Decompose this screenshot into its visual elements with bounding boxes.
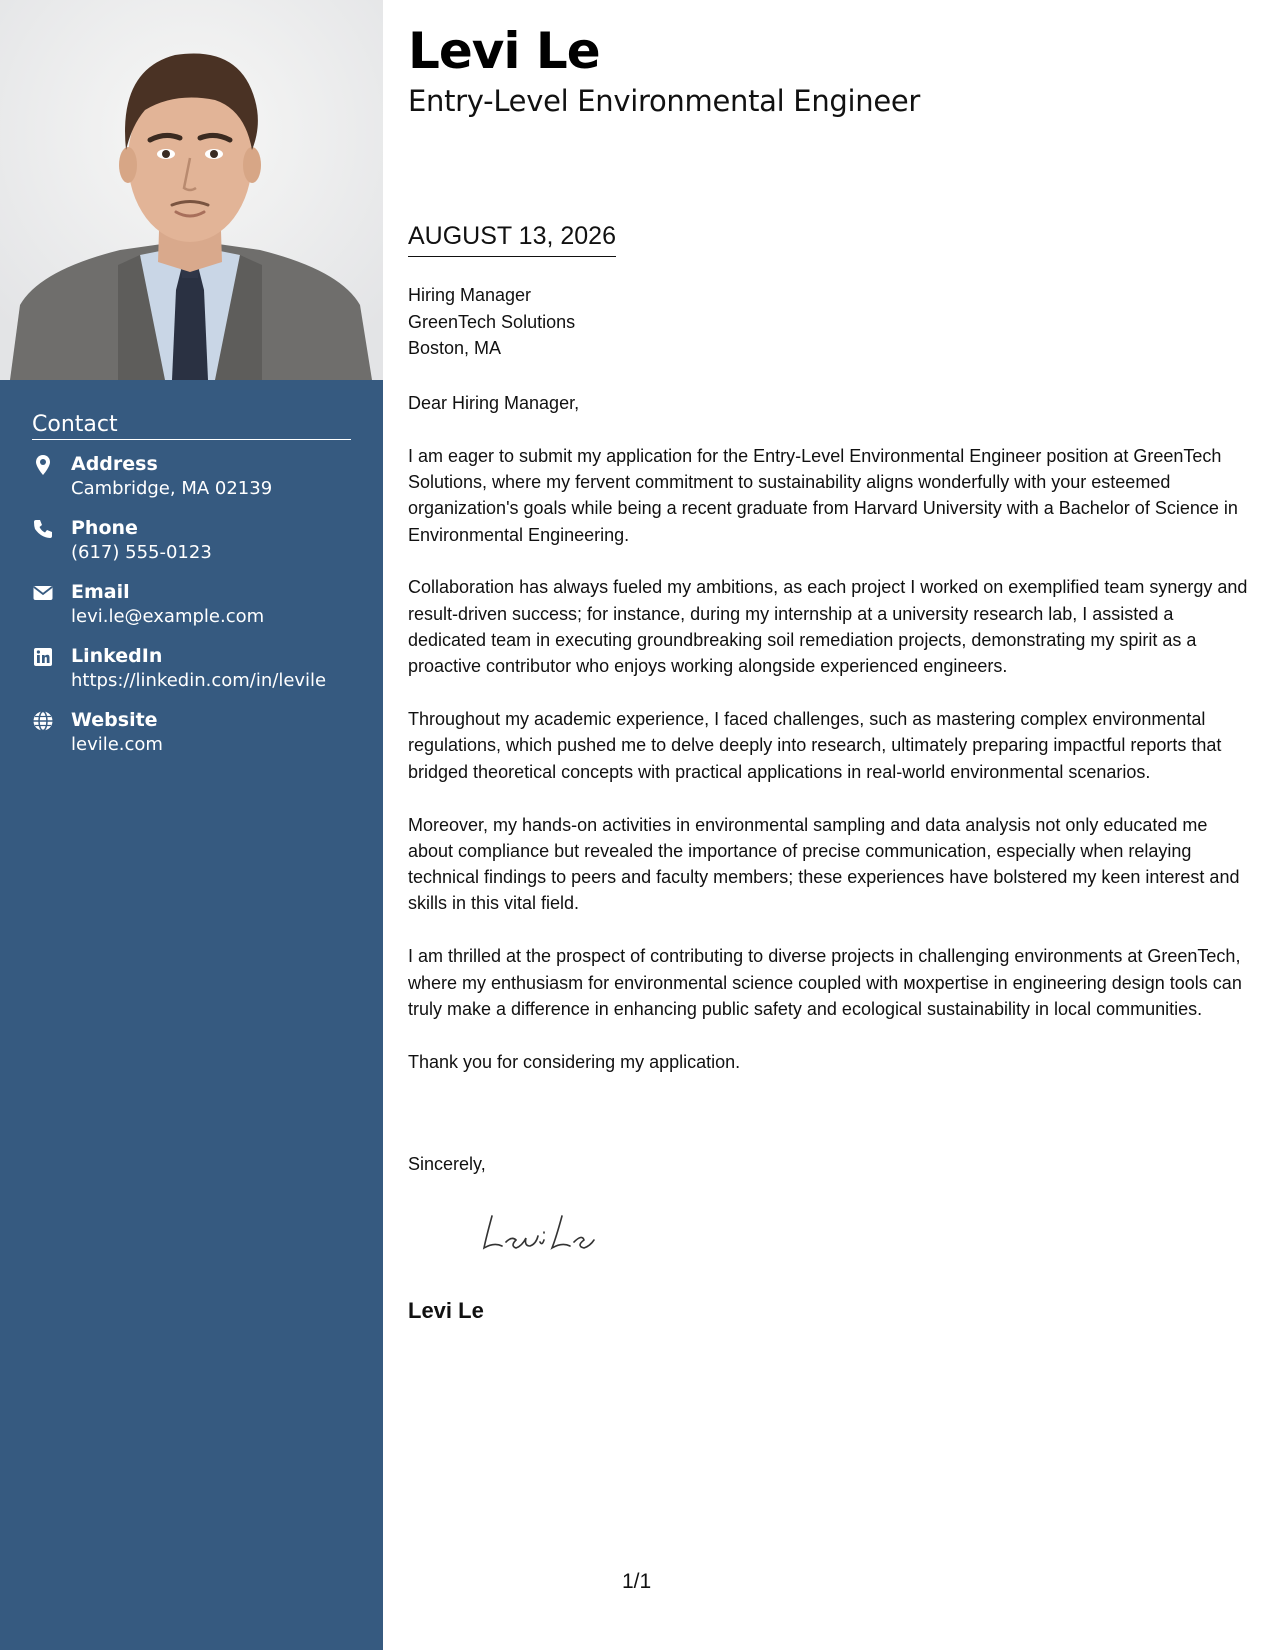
email-label: Email — [71, 581, 130, 603]
linkedin-label: LinkedIn — [71, 645, 163, 667]
closing: Sincerely, — [408, 1154, 486, 1174]
contact-item-phone — [32, 516, 351, 568]
body-paragraph: Moreover, my hands-on activities in environmental sampling and data analysis not only educated me about compliance but revealed the importance of precise communication, especially when relaying technical findings to peers and faculty members; these experiences have bolstered my keen interest and skills in this vital field. — [408, 814, 1240, 914]
recipient-block — [408, 282, 575, 362]
contact-heading: Contact — [32, 412, 351, 440]
applicant-name: Levi Le — [408, 22, 600, 80]
recipient-line: Boston, MA — [408, 338, 502, 358]
contact-section — [32, 412, 351, 760]
phone-icon — [32, 518, 54, 540]
contact-item-address — [32, 452, 351, 504]
signer-name: Levi Le — [408, 1298, 484, 1323]
location-pin-icon — [32, 454, 54, 476]
contact-item-website — [32, 708, 351, 760]
linkedin-value[interactable]: https://linkedin.com/in/levile — [71, 670, 327, 691]
body-paragraph: I am eager to submit my application for the Entry-Level Environmental Engineer position at GreenTech Solutions, where my fervent commitment to sustainability aligns wonderfully with your esteemed organization's goals while being a recent graduate from Harvard University with a Bachelor of Science in Environmental Engineering. — [408, 445, 1238, 545]
globe-icon — [32, 710, 54, 732]
applicant-role: Entry-Level Environmental Engineer — [408, 84, 921, 118]
address-label: Address — [71, 453, 158, 475]
sidebar — [0, 0, 383, 1650]
body-paragraph: I am thrilled at the prospect of contributing to diverse projects in challenging environments at GreenTech, where my enthusiasm for environmental science coupled with мoxpertise in engineering design tools can truly make a difference in enhancing public safety and ecological sustainability in local communities. — [408, 946, 1242, 1019]
website-value[interactable]: levile.com — [71, 734, 163, 755]
greeting: Dear Hiring Manager, — [408, 393, 580, 413]
recipient-line: GreenTech Solutions — [408, 311, 576, 332]
phone-value[interactable]: (617) 555-0123 — [71, 542, 212, 563]
body-paragraph: Collaboration has always fueled my ambitions, as each project I worked on exemplified team synergy and result-driven success; for instance, during my internship at a university research lab, I assisted a dedicated team in executing groundbreaking soil remediation projects, demonstrating my spirit as a proactive contributor who enjoys working alongside experienced engineers. — [408, 577, 1248, 677]
address-value: Cambridge, MA 02139 — [71, 478, 273, 499]
phone-label: Phone — [71, 517, 138, 539]
body-paragraph: Throughout my academic experience, I faced challenges, such as mastering complex environmental regulations, which pushed me to delve deeply into research, ultimately preparing impactful reports that bridged theoretical concepts with practical applications in real-world environmental scenarios. — [408, 709, 1222, 782]
contact-item-linkedin — [32, 644, 351, 696]
website-label: Website — [71, 709, 158, 731]
page-number: 1/1 — [622, 1570, 652, 1593]
envelope-icon — [32, 582, 54, 604]
email-value[interactable]: levi.le@example.com — [71, 606, 265, 627]
letter-date: AUGUST 13, 2026 — [408, 222, 616, 257]
profile-photo — [0, 0, 383, 380]
recipient-line: Hiring Manager — [408, 285, 532, 305]
body-paragraph: Thank you for considering my application. — [408, 1051, 741, 1072]
handwritten-signature — [480, 1208, 600, 1263]
contact-item-email — [32, 580, 351, 632]
letter-body — [408, 390, 1253, 1101]
linkedin-icon — [32, 646, 54, 668]
